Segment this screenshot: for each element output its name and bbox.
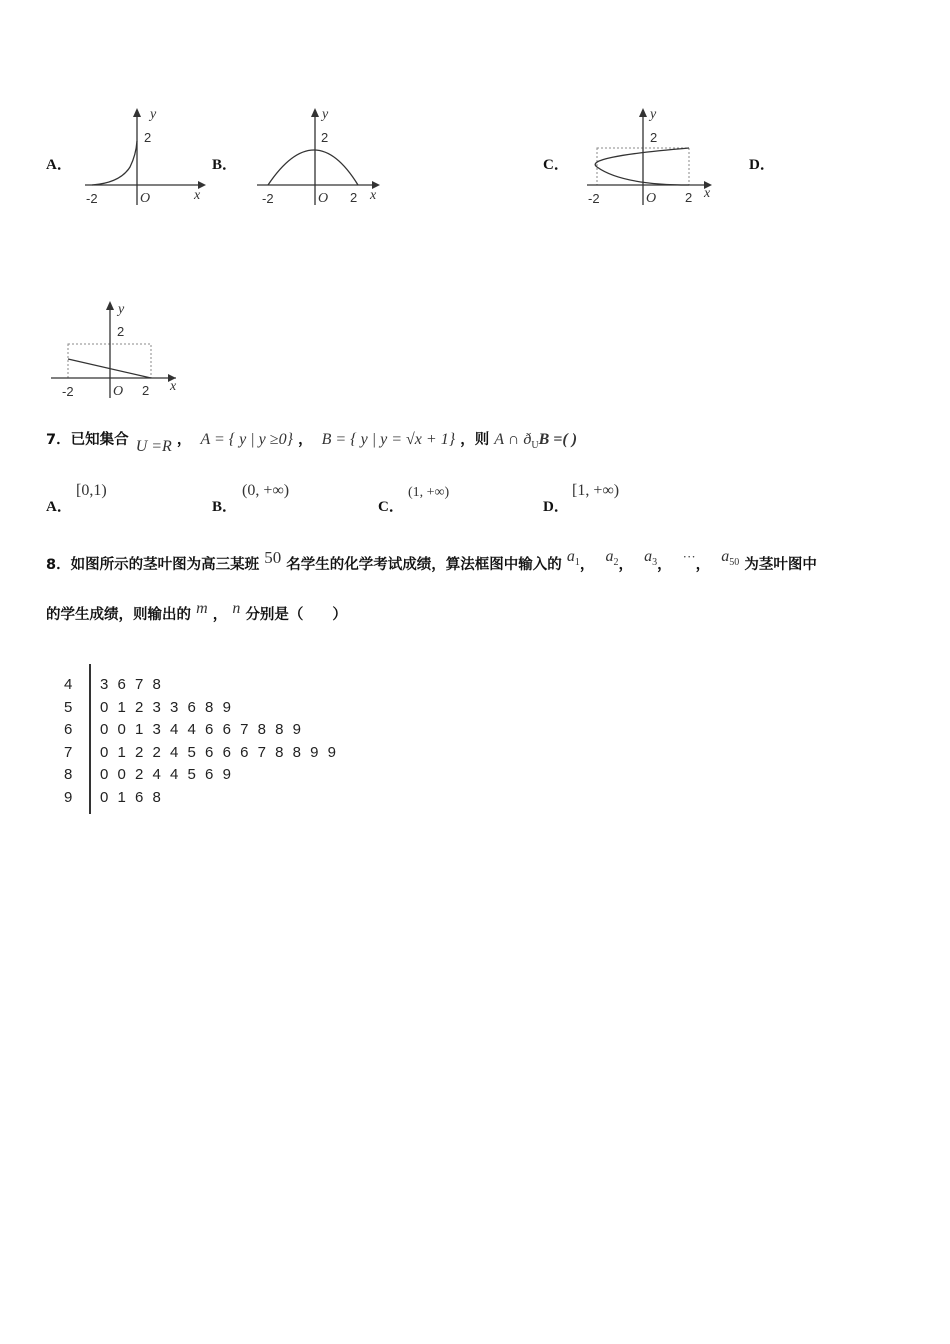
two-label: 2 [144, 130, 152, 145]
svg-text:2: 2 [117, 324, 125, 339]
choice-c-label: C． [378, 499, 404, 515]
leaves-6: 0 0 1 3 4 4 6 6 7 8 8 9 [100, 721, 302, 738]
svg-text:y: y [322, 107, 329, 122]
stem-6: 6 [64, 721, 73, 738]
y-label: y [150, 107, 157, 122]
option-d-label: D． [749, 157, 775, 173]
set-b: B = { y | y = √x + 1} [321, 431, 456, 448]
choice-a-label: A． [46, 499, 72, 515]
q7-number: 7．已知集合 [46, 432, 129, 448]
x-label: x [194, 188, 201, 203]
svg-text:x: x [370, 188, 377, 203]
svg-text:x: x [704, 186, 711, 201]
stem-divider [89, 664, 91, 814]
origin-label: O [140, 191, 151, 206]
question-7: 7．已知集合 U =R ， A = { y | y ≥0} ， B = { y | y = √x + 1} ，则 A ∩ $ð_UB$ =( ) [46, 431, 578, 455]
leaves-5: 0 1 2 3 3 6 8 9 [100, 699, 232, 716]
svg-text:y: y [650, 107, 657, 122]
svg-text:O: O [113, 384, 124, 399]
svg-text:-2: -2 [62, 384, 74, 399]
question-8-line-1: 8．如图所示的茎叶图为高三某班 50 名学生的化学考试成绩，算法框图中输入的 $a^1$， $a^2$， $a^3$， ···， $a^{50}$ 为茎叶图中 [46, 548, 817, 573]
stem-8: 8 [64, 766, 73, 783]
svg-text:2: 2 [350, 190, 358, 205]
stem-7: 7 [64, 744, 73, 761]
leaves-8: 0 0 2 4 4 5 6 9 [100, 766, 232, 783]
complement-expr-b: B =( ) [538, 431, 578, 448]
svg-text:2: 2 [685, 190, 693, 205]
graph-a [80, 105, 210, 210]
choice-d-value: [1, +∞) [572, 482, 620, 499]
curve [92, 141, 137, 185]
stem-leaf-plot [60, 664, 390, 816]
svg-text:-2: -2 [588, 191, 600, 206]
svg-text:2: 2 [650, 130, 658, 145]
choice-d-label: D． [543, 499, 569, 515]
choice-a-value: [0,1) [76, 482, 107, 499]
svg-text:x: x [170, 379, 177, 394]
curve [268, 150, 358, 185]
choice-b-value: (0, +∞) [242, 482, 290, 499]
svg-text:-2: -2 [262, 191, 274, 206]
svg-text:2: 2 [321, 130, 329, 145]
choice-c-value: (1, +∞) [408, 485, 450, 500]
leaves-4: 3 6 7 8 [100, 676, 162, 693]
set-u: U =R [135, 438, 172, 455]
choice-b-label: B． [212, 499, 238, 515]
graph-b [252, 105, 392, 210]
leaves-7: 0 1 2 2 4 5 6 6 6 7 8 8 9 9 [100, 744, 337, 761]
stem-5: 5 [64, 699, 73, 716]
option-c-label: C． [543, 157, 569, 173]
svg-text:O: O [318, 191, 329, 206]
student-count: 50 [264, 548, 282, 567]
neg-two-label: -2 [86, 191, 98, 206]
svg-text:O: O [646, 191, 657, 206]
set-a: A = { y | y ≥0} [200, 431, 293, 448]
svg-text:y: y [118, 302, 125, 317]
svg-text:2: 2 [142, 383, 150, 398]
option-b-label: B． [212, 157, 238, 173]
stem-9: 9 [64, 789, 73, 806]
leaves-9: 0 1 6 8 [100, 789, 162, 806]
graph-d [48, 298, 188, 403]
curve [595, 148, 689, 185]
complement-expr: A ∩ ð [494, 431, 532, 448]
q7-ask: ，则 [460, 432, 490, 448]
comma: ， [176, 432, 192, 448]
stem-4: 4 [64, 676, 73, 693]
question-8-line-2: 的学生成绩，则输出的 m ， n 分别是（ ） [46, 600, 347, 623]
option-a-label: A． [46, 157, 72, 173]
graph-c [582, 105, 722, 210]
